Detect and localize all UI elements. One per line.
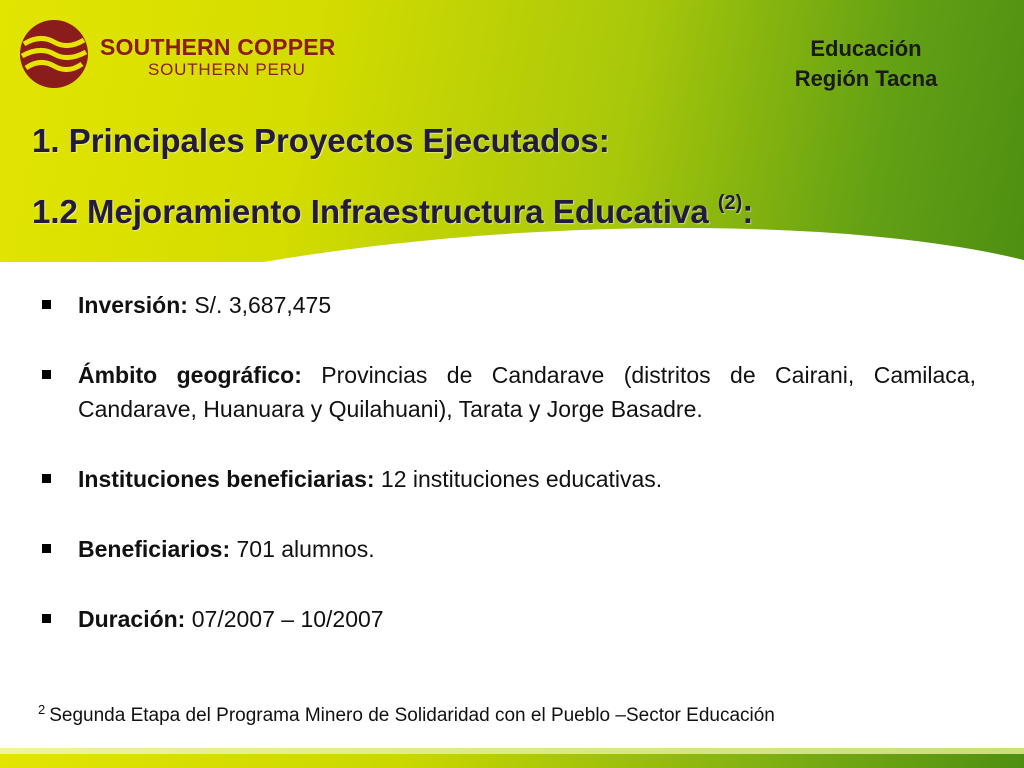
subsection-heading-colon: :: [742, 193, 754, 230]
list-item-scope: [40, 358, 976, 426]
list-item-institutions: [40, 462, 976, 496]
square-bullet-icon: [42, 614, 51, 623]
region-label: [756, 34, 976, 94]
region-line-2: Región Tacna: [794, 66, 938, 91]
footnote-reference: (2): [717, 192, 743, 214]
item-label: Ámbito geográfico:: [78, 362, 302, 388]
square-bullet-icon: [42, 370, 51, 379]
item-label: Inversión:: [78, 292, 188, 318]
item-label: Instituciones beneficiarias:: [78, 466, 375, 492]
region-line-1: Educación: [810, 36, 922, 61]
item-label: Duración:: [78, 606, 186, 632]
item-value: 701 alumnos.: [236, 536, 375, 562]
list-item-beneficiaries: [40, 532, 976, 566]
footnote-number: 2: [38, 702, 46, 717]
item-value: 07/2007 – 10/2007: [191, 606, 384, 632]
item-label: Beneficiarios:: [78, 536, 231, 562]
southern-copper-logo-icon: [18, 18, 90, 90]
brand-name: SOUTHERN COPPER: [100, 34, 336, 60]
subsection-heading: [32, 192, 753, 231]
section-heading: 1. Principales Proyectos Ejecutados:: [32, 122, 610, 159]
item-value: S/. 3,687,475: [194, 292, 332, 318]
footnote-text: Segunda Etapa del Programa Minero de Solidaridad con el Pueblo –Sector Educación: [49, 705, 775, 726]
project-details-list: [40, 288, 976, 672]
item-value: 12 instituciones educativas.: [380, 466, 663, 492]
square-bullet-icon: [42, 474, 51, 483]
brand-subname: SOUTHERN PERU: [148, 60, 306, 79]
list-item-duration: [40, 602, 976, 636]
footnote: [38, 702, 775, 727]
subsection-heading-text: 1.2 Mejoramiento Infraestructura Educativa: [32, 193, 718, 230]
list-item-investment: [40, 288, 976, 322]
item-value: Provincias de Candarave (distritos de Cairani, Camilaca, Candarave, Huanuara y Quilahuani), Tarata y Jorge Basadre.: [78, 362, 976, 422]
square-bullet-icon: [42, 544, 51, 553]
square-bullet-icon: [42, 300, 51, 309]
footer-bar: [0, 748, 1024, 768]
